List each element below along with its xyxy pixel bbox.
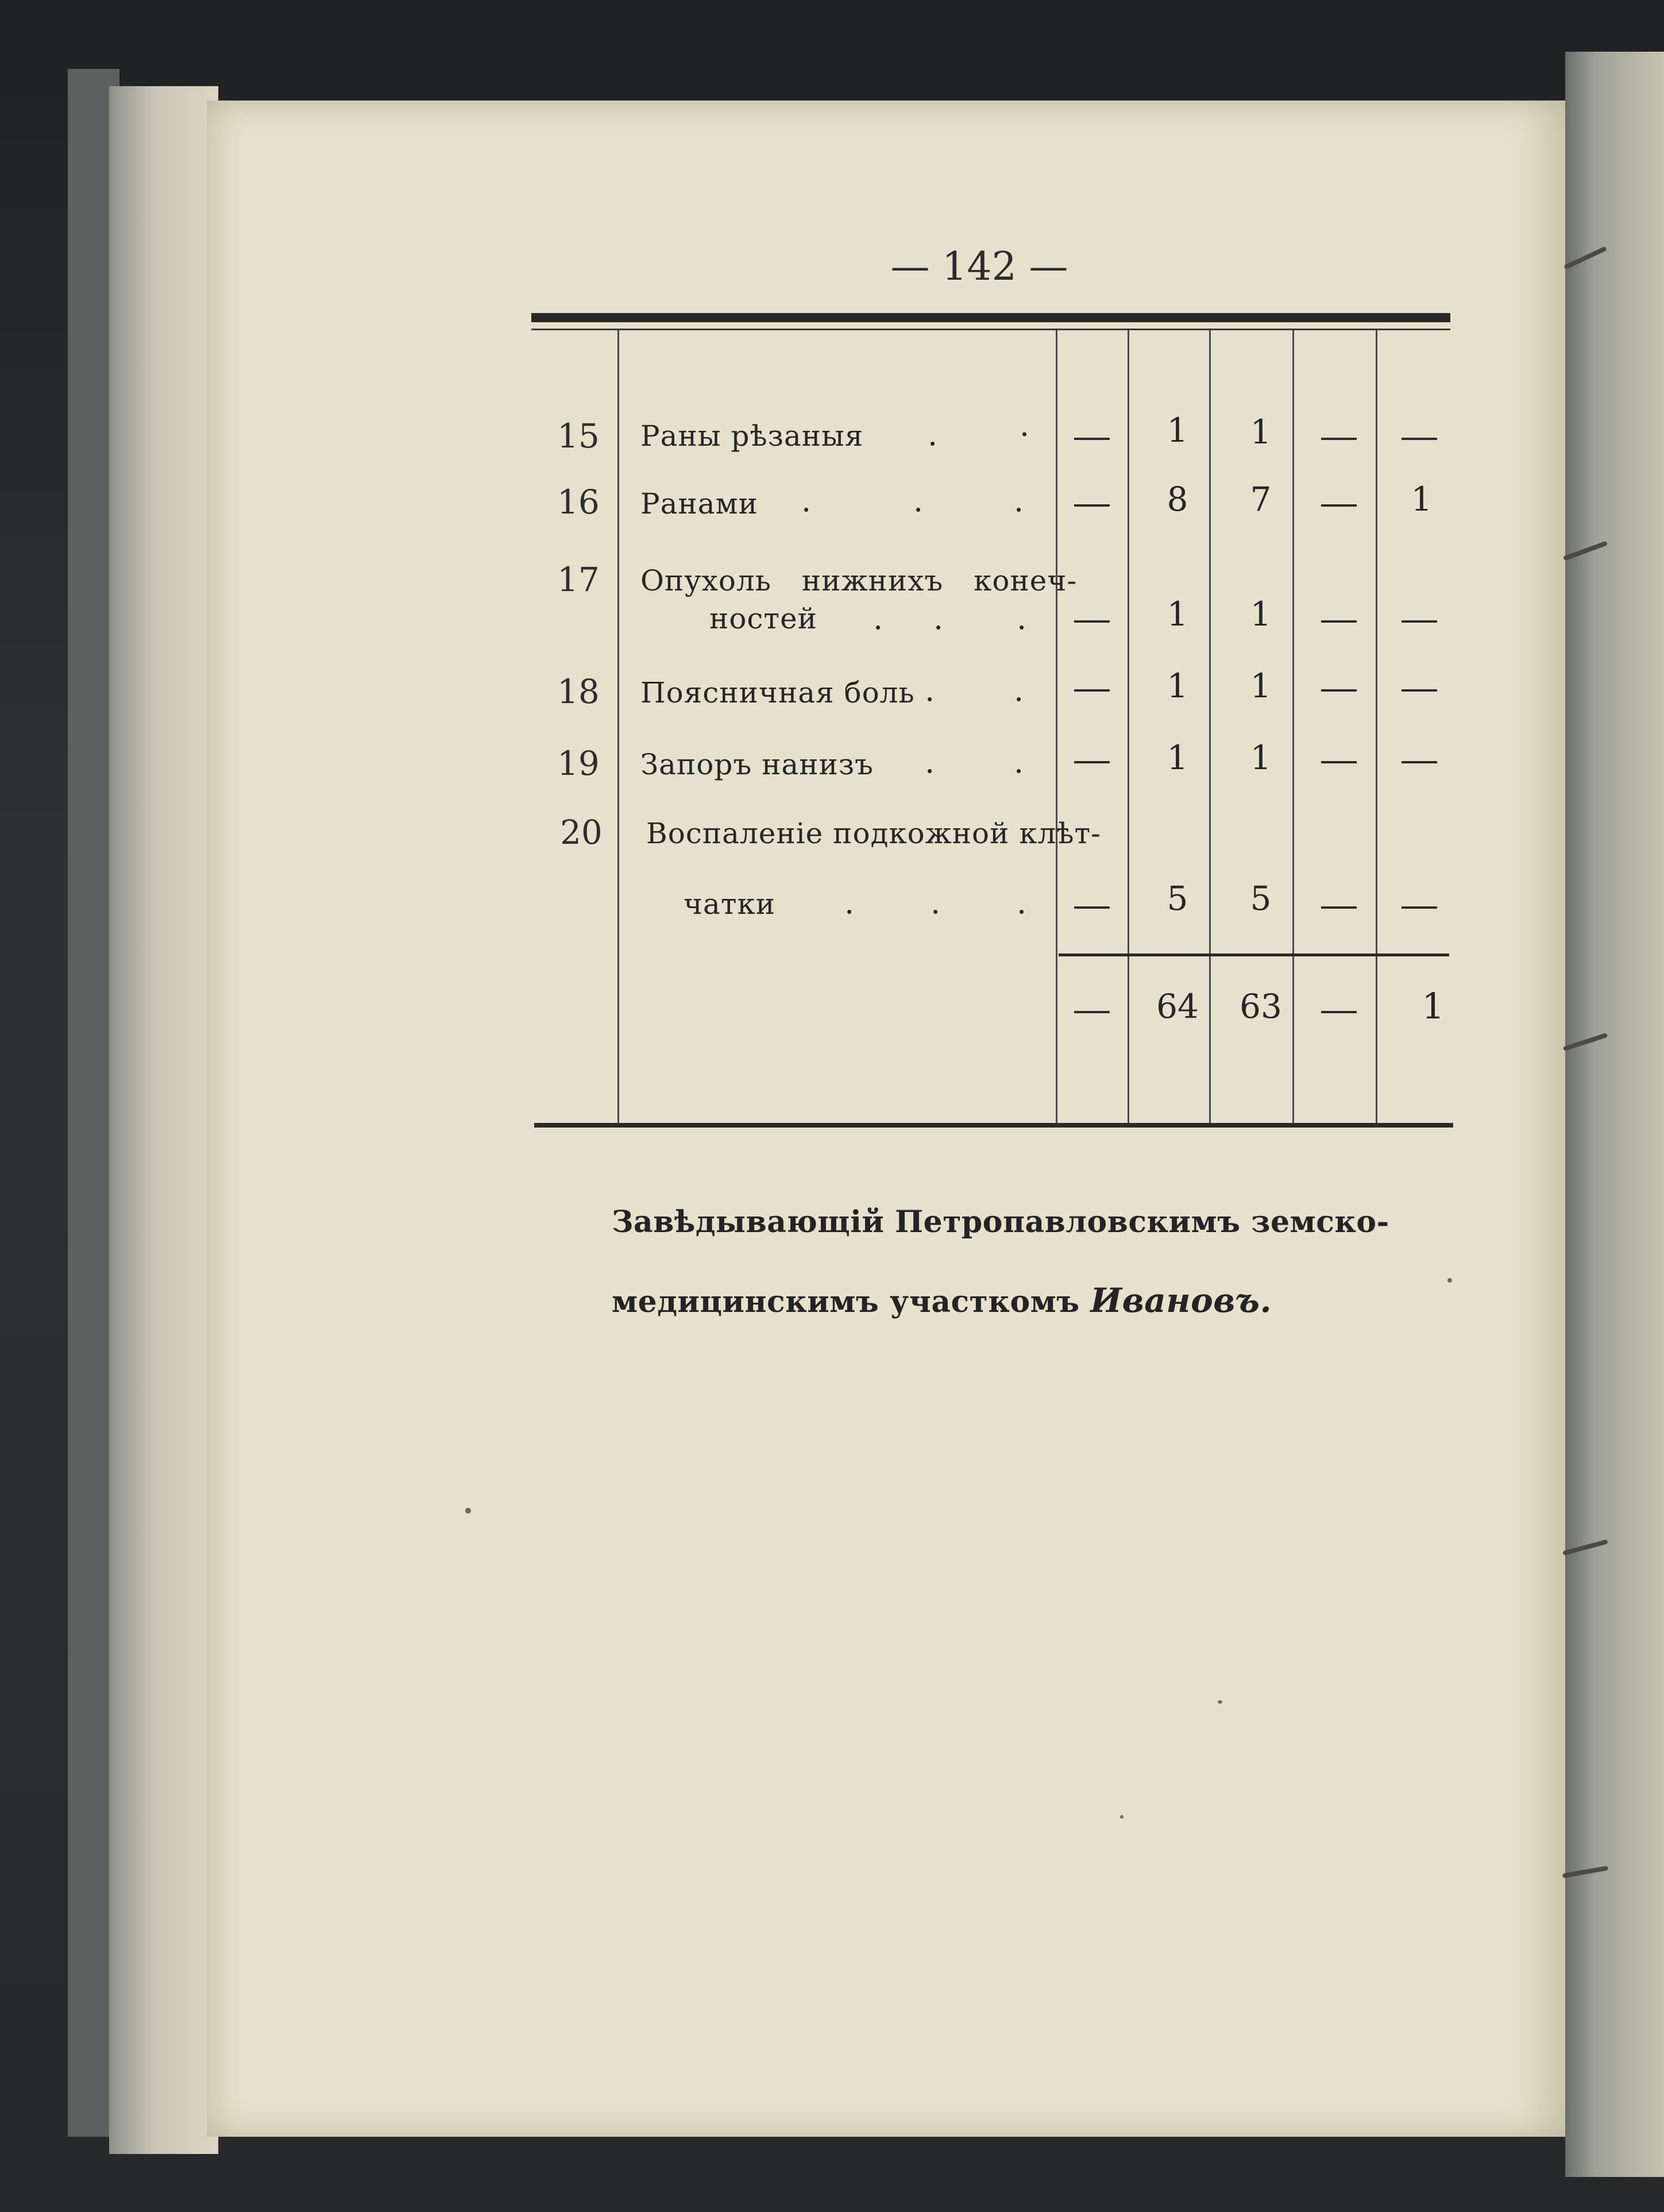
row-name: Раны рѣзаныя bbox=[640, 419, 864, 453]
row-value-dash bbox=[1402, 438, 1437, 440]
leader-dot: . bbox=[931, 885, 941, 921]
row-number: 17 bbox=[557, 560, 600, 599]
row-number: 16 bbox=[557, 482, 600, 522]
book-gutter bbox=[1565, 52, 1664, 2177]
signature-name: Ивановъ. bbox=[1090, 1281, 1272, 1320]
signature-text: Завѣдывающій Петропавловскимъ земско-медицинскимъ участкомъ bbox=[612, 1205, 1389, 1319]
row-value-dash bbox=[1321, 689, 1357, 692]
leader-dot: · bbox=[1020, 416, 1030, 453]
row-value: 1 bbox=[1250, 738, 1272, 777]
paper-speck bbox=[1218, 1700, 1222, 1704]
leader-dot: . bbox=[1017, 600, 1027, 636]
row-value-dash bbox=[1321, 504, 1357, 507]
row-value-dash bbox=[1074, 761, 1110, 763]
row-value: 1 bbox=[1167, 738, 1188, 777]
row-name: Опухоль нижнихъ конеч- bbox=[640, 564, 1078, 597]
table-top-rule-thin bbox=[531, 329, 1450, 330]
row-name: Поясничная боль bbox=[640, 676, 915, 709]
row-value-dash bbox=[1074, 620, 1110, 623]
leader-dot: . bbox=[928, 416, 938, 453]
table-top-rule bbox=[531, 313, 1450, 322]
row-number: 18 bbox=[557, 672, 600, 711]
totals-dash bbox=[1074, 1011, 1110, 1013]
column-divider bbox=[1056, 330, 1057, 1123]
page-number: — 142 — bbox=[890, 244, 1068, 289]
page-stack-edge bbox=[109, 86, 218, 2154]
row-value-dash bbox=[1074, 438, 1110, 440]
row-value-dash bbox=[1321, 438, 1357, 440]
leader-dot: . bbox=[801, 482, 812, 519]
row-value: 1 bbox=[1250, 595, 1272, 634]
row-value: 1 bbox=[1250, 412, 1272, 451]
row-number: 20 bbox=[560, 813, 603, 852]
row-value-dash bbox=[1074, 906, 1110, 909]
signature-block bbox=[612, 1183, 1456, 1341]
leader-dot: . bbox=[1014, 744, 1024, 780]
totals-value: 63 bbox=[1240, 987, 1282, 1026]
totals-value: 1 bbox=[1422, 985, 1445, 1027]
leader-dot: . bbox=[933, 600, 944, 636]
leader-dot: . bbox=[925, 744, 935, 780]
totals-rule bbox=[1059, 953, 1449, 956]
table-bottom-rule bbox=[534, 1123, 1453, 1128]
paper-speck bbox=[465, 1508, 471, 1514]
row-value: 5 bbox=[1250, 879, 1272, 918]
row-name: Запоръ нанизъ bbox=[640, 748, 874, 781]
row-name: Ранами bbox=[640, 487, 758, 520]
row-value: 1 bbox=[1167, 411, 1188, 450]
paper-speck bbox=[1447, 1278, 1452, 1283]
row-value-dash bbox=[1402, 761, 1437, 763]
column-divider bbox=[1128, 330, 1129, 1123]
row-value-dash bbox=[1402, 906, 1437, 909]
leader-dot: . bbox=[913, 482, 924, 519]
row-value: 7 bbox=[1250, 480, 1272, 519]
row-value-dash bbox=[1074, 504, 1110, 507]
leader-dot: . bbox=[844, 885, 855, 921]
leader-dot: . bbox=[1014, 482, 1024, 519]
totals-value: 64 bbox=[1156, 987, 1199, 1026]
row-value-dash bbox=[1321, 620, 1357, 623]
row-value: 1 bbox=[1250, 666, 1272, 705]
leader-dot: . bbox=[1017, 885, 1027, 921]
row-number: 19 bbox=[557, 744, 600, 783]
row-value-dash bbox=[1321, 761, 1357, 763]
row-value: 1 bbox=[1411, 480, 1433, 519]
leader-dot: . bbox=[873, 600, 883, 636]
show-through bbox=[678, 322, 722, 395]
row-value: 1 bbox=[1167, 595, 1188, 634]
row-value: 8 bbox=[1167, 480, 1188, 519]
row-number: 15 bbox=[557, 416, 600, 455]
row-value-dash bbox=[1321, 906, 1357, 909]
book-page bbox=[207, 101, 1565, 2137]
row-name-continued: ностей bbox=[709, 602, 818, 635]
totals-dash bbox=[1321, 1011, 1357, 1013]
row-value-dash bbox=[1402, 620, 1437, 623]
leader-dot: . bbox=[1014, 672, 1024, 708]
paper-speck bbox=[1120, 1815, 1124, 1819]
leader-dot: . bbox=[925, 672, 935, 708]
row-value-dash bbox=[1074, 689, 1110, 692]
row-value-dash bbox=[1402, 689, 1437, 692]
row-value: 1 bbox=[1167, 666, 1188, 705]
row-name: Воспаленіе подкожной клѣт- bbox=[646, 817, 1102, 850]
column-divider bbox=[1376, 330, 1377, 1123]
row-value: 5 bbox=[1167, 879, 1188, 918]
row-name-continued: чатки bbox=[684, 887, 776, 921]
